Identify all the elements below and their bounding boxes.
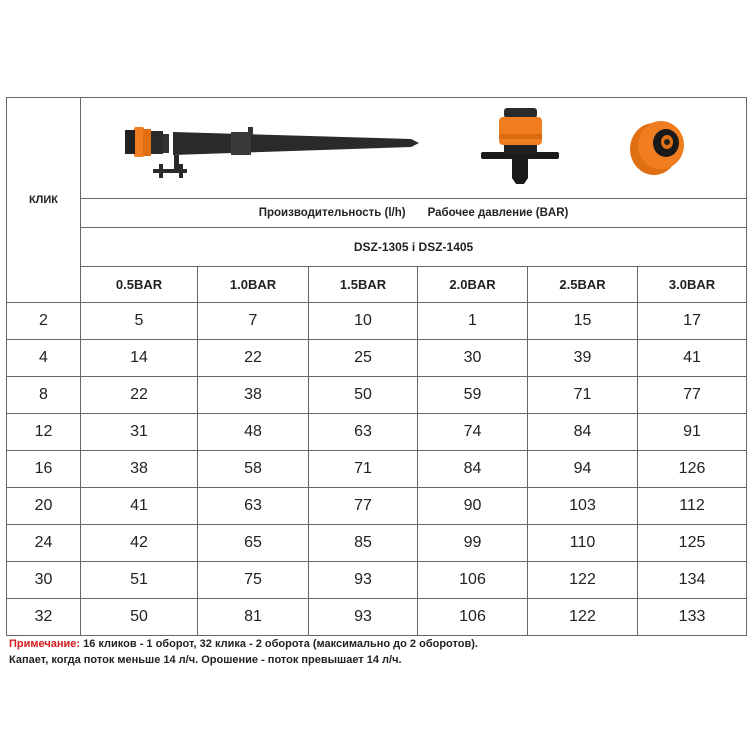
table-row xyxy=(7,562,747,599)
flow-value: 122 xyxy=(528,562,638,599)
flow-value: 94 xyxy=(528,451,638,488)
model-header: DSZ-1305 і DSZ-1405 xyxy=(81,228,747,267)
flow-value: 134 xyxy=(638,562,747,599)
flow-value: 41 xyxy=(638,340,747,377)
note-text-1: 16 кликов - 1 оборот, 32 клика - 2 оборота (максимально до 2 оборотов). xyxy=(80,638,478,650)
flow-value: 75 xyxy=(198,562,309,599)
flow-value: 63 xyxy=(309,414,418,451)
flow-value: 77 xyxy=(638,377,747,414)
flow-value: 133 xyxy=(638,599,747,636)
flow-value: 30 xyxy=(418,340,528,377)
pressure-label: Рабочее давление (BAR) xyxy=(427,207,569,219)
table-row xyxy=(7,525,747,562)
klik-value: 30 xyxy=(7,562,81,599)
emitter-cap-image xyxy=(630,121,684,175)
flow-value: 42 xyxy=(81,525,198,562)
flow-value: 59 xyxy=(418,377,528,414)
klik-value: 2 xyxy=(7,303,81,340)
product-images xyxy=(81,98,747,199)
flow-value: 15 xyxy=(528,303,638,340)
flow-value: 10 xyxy=(309,303,418,340)
flow-value: 74 xyxy=(418,414,528,451)
emitter-front-image xyxy=(481,108,559,184)
flow-rate-table xyxy=(6,97,747,636)
flow-value: 77 xyxy=(309,488,418,525)
product-illustration xyxy=(81,98,747,198)
table-row xyxy=(7,488,747,525)
flow-value: 84 xyxy=(418,451,528,488)
flow-value: 1 xyxy=(418,303,528,340)
flow-value: 112 xyxy=(638,488,747,525)
flow-value: 125 xyxy=(638,525,747,562)
klik-value: 12 xyxy=(7,414,81,451)
flow-value: 85 xyxy=(309,525,418,562)
flow-value: 39 xyxy=(528,340,638,377)
flow-value: 31 xyxy=(81,414,198,451)
flow-value: 58 xyxy=(198,451,309,488)
flow-value: 38 xyxy=(81,451,198,488)
flow-value: 22 xyxy=(198,340,309,377)
flow-value: 25 xyxy=(309,340,418,377)
klik-value: 4 xyxy=(7,340,81,377)
klik-value: 8 xyxy=(7,377,81,414)
table-row xyxy=(7,599,747,636)
flow-value: 63 xyxy=(198,488,309,525)
klik-value: 32 xyxy=(7,599,81,636)
flow-value: 22 xyxy=(81,377,198,414)
performance-label: Производительность (l/h) xyxy=(258,207,406,219)
flow-value: 71 xyxy=(528,377,638,414)
note-label: Примечание: xyxy=(9,638,81,650)
pressure-header: 1.5BAR xyxy=(309,267,418,303)
pressure-header: 1.0BAR xyxy=(198,267,309,303)
flow-value: 90 xyxy=(418,488,528,525)
flow-value: 5 xyxy=(81,303,198,340)
flow-value: 93 xyxy=(309,562,418,599)
klik-value: 20 xyxy=(7,488,81,525)
table-row xyxy=(7,303,747,340)
klik-value: 16 xyxy=(7,451,81,488)
flow-value: 7 xyxy=(198,303,309,340)
parameters-header xyxy=(81,199,747,228)
flow-value: 71 xyxy=(309,451,418,488)
pressure-header: 0.5BAR xyxy=(81,267,198,303)
flow-value: 38 xyxy=(198,377,309,414)
flow-value: 81 xyxy=(198,599,309,636)
flow-value: 65 xyxy=(198,525,309,562)
flow-value: 93 xyxy=(309,599,418,636)
flow-value: 103 xyxy=(528,488,638,525)
table-row xyxy=(7,340,747,377)
flow-value: 50 xyxy=(309,377,418,414)
pressure-header: 3.0BAR xyxy=(638,267,747,303)
flow-value: 126 xyxy=(638,451,747,488)
flow-value: 99 xyxy=(418,525,528,562)
flow-value: 106 xyxy=(418,562,528,599)
stake-dripper-image xyxy=(125,127,419,178)
flow-value: 50 xyxy=(81,599,198,636)
table-row xyxy=(7,451,747,488)
flow-value: 17 xyxy=(638,303,747,340)
table-row xyxy=(7,377,747,414)
flow-value: 41 xyxy=(81,488,198,525)
flow-value: 51 xyxy=(81,562,198,599)
klik-header: КЛИК xyxy=(7,98,81,303)
table-row xyxy=(7,414,747,451)
pressure-header: 2.0BAR xyxy=(418,267,528,303)
note-line-1 xyxy=(9,638,478,650)
flow-value: 122 xyxy=(528,599,638,636)
klik-value: 24 xyxy=(7,525,81,562)
flow-value: 106 xyxy=(418,599,528,636)
note-line-2: Капает, когда поток меньше 14 л/ч. Орошение - поток превышает 14 л/ч. xyxy=(9,654,402,666)
flow-value: 48 xyxy=(198,414,309,451)
pressure-header: 2.5BAR xyxy=(528,267,638,303)
flow-value: 84 xyxy=(528,414,638,451)
flow-value: 91 xyxy=(638,414,747,451)
flow-value: 110 xyxy=(528,525,638,562)
flow-value: 14 xyxy=(81,340,198,377)
